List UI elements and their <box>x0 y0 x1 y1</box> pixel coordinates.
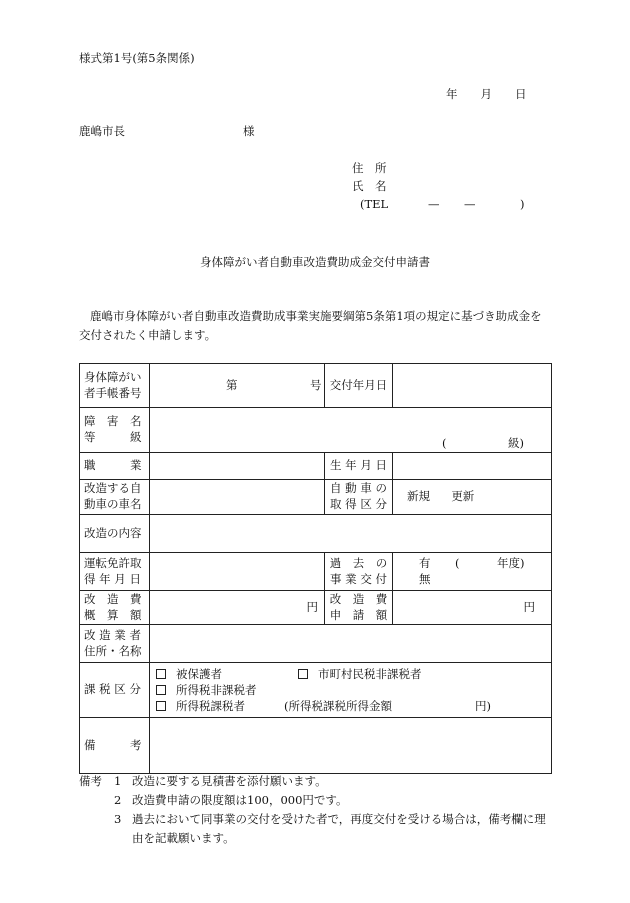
row-tax-category <box>80 663 552 718</box>
addressee-sama: 様 <box>243 124 255 138</box>
tel-close: ) <box>520 197 525 211</box>
income-amount-open: (所得税課税所得金額 <box>284 699 392 713</box>
label-vehicle-name: 改造する自 動車の車名 <box>80 480 150 515</box>
label-remarks: 備 考 <box>80 718 150 774</box>
disability-field[interactable] <box>150 408 552 453</box>
handbook-number-field[interactable] <box>150 364 325 408</box>
estimated-cost-field[interactable] <box>150 591 325 625</box>
note-2: 改造費申請の限度額は100，000円です。 <box>132 793 348 807</box>
tax-option-protected[interactable]: 被保護者 <box>156 667 222 683</box>
note-3-line-2: 由を記載願います。 <box>132 831 235 845</box>
note-3-line-1: 過去において同事業の交付を受けた者で，再度交付を受ける場合は，備考欄に理 <box>132 812 546 826</box>
grade-close: 級) <box>508 436 524 450</box>
row-contractor <box>80 625 552 663</box>
note-1-number: 1 <box>114 774 122 788</box>
tel-dash-1: — <box>428 197 440 211</box>
checkbox-icon[interactable] <box>156 685 166 695</box>
remarks-field[interactable] <box>150 718 552 774</box>
label-issue-date: 交付年月日 <box>325 364 393 408</box>
note-2-number: 2 <box>114 793 122 807</box>
label-requested-amount: 改 造 費 申 請 額 <box>325 591 393 625</box>
row-vehicle <box>80 480 552 515</box>
birth-date-field[interactable] <box>393 453 552 480</box>
acquisition-type-field[interactable] <box>393 480 552 515</box>
tax-option-income-taxed[interactable]: 所得税課税者 <box>156 699 245 715</box>
row-occupation <box>80 453 552 480</box>
option-renew[interactable]: 更新 <box>451 489 475 504</box>
body-line-2: 交付されたく申請します。 <box>79 328 217 342</box>
row-license <box>80 553 552 591</box>
label-license-date: 運転免許取 得 年 月 日 <box>80 553 150 591</box>
label-birth-date: 生 年 月 日 <box>325 453 393 480</box>
vehicle-name-field[interactable] <box>150 480 325 515</box>
yen-unit-2: 円 <box>523 599 535 614</box>
address-label: 住 所 <box>352 161 387 175</box>
date-line: 年 月 日 <box>446 87 527 101</box>
label-acquisition-type: 自 動 車 の 取 得 区 分 <box>325 480 393 515</box>
tel-open: (TEL <box>360 197 389 211</box>
label-past-grant: 過 去 の 事 業 交 付 <box>325 553 393 591</box>
grade-open: ( <box>442 436 447 450</box>
checkbox-icon[interactable] <box>298 669 308 679</box>
occupation-field[interactable] <box>150 453 325 480</box>
tel-dash-2: — <box>464 197 476 211</box>
modification-field[interactable] <box>150 515 552 553</box>
label-disability: 障 害 名 等 級 <box>80 408 150 453</box>
notes-prefix: 備考 <box>79 774 102 788</box>
year-close: 年度) <box>497 556 525 570</box>
label-tax-category: 課 税 区 分 <box>80 663 150 718</box>
form-number: 様式第1号(第5条関係) <box>79 51 195 65</box>
contractor-field[interactable] <box>150 625 552 663</box>
row-handbook-number <box>80 364 552 408</box>
income-amount-close: 円) <box>475 699 491 713</box>
checkbox-icon[interactable] <box>156 701 166 711</box>
application-form-table <box>79 363 552 774</box>
checkbox-icon[interactable] <box>156 669 166 679</box>
option-new[interactable]: 新規 <box>407 489 430 504</box>
issue-date-field[interactable] <box>393 364 552 408</box>
label-estimated-cost: 改 造 費 概 算 額 <box>80 591 150 625</box>
go-text: 号 <box>310 378 322 392</box>
document-title: 身体障がい者自動車改造費助成金交付申請書 <box>200 255 430 269</box>
label-contractor: 改 造 業 者 住所・名称 <box>80 625 150 663</box>
tax-option-income-exempt[interactable]: 所得税非課税者 <box>156 683 257 699</box>
row-remarks <box>80 718 552 774</box>
option-yes[interactable]: 有 <box>419 556 431 570</box>
yen-unit-1: 円 <box>306 599 318 614</box>
past-grant-field[interactable] <box>393 553 552 591</box>
note-3-number: 3 <box>114 812 122 826</box>
year-open: ( <box>455 556 460 570</box>
name-label: 氏 名 <box>352 179 387 193</box>
label-handbook-number: 身体障がい 者手帳番号 <box>80 364 150 408</box>
tax-category-field <box>150 663 552 718</box>
requested-amount-field[interactable] <box>393 591 552 625</box>
note-1: 改造に要する見積書を添付願います。 <box>132 774 327 788</box>
row-disability <box>80 408 552 453</box>
body-line-1: 鹿嶋市身体障がい者自動車改造費助成事業実施要綱第5条第1項の規定に基づき助成金を <box>90 309 542 323</box>
dai-text: 第 <box>226 378 238 392</box>
row-modification <box>80 515 552 553</box>
tax-option-municipal-exempt[interactable]: 市町村民税非課税者 <box>298 667 422 683</box>
label-occupation: 職 業 <box>80 453 150 480</box>
addressee: 鹿嶋市長 <box>79 124 125 138</box>
label-modification: 改造の内容 <box>80 515 150 553</box>
license-date-field[interactable] <box>150 553 325 591</box>
option-no[interactable]: 無 <box>419 572 431 586</box>
row-cost <box>80 591 552 625</box>
